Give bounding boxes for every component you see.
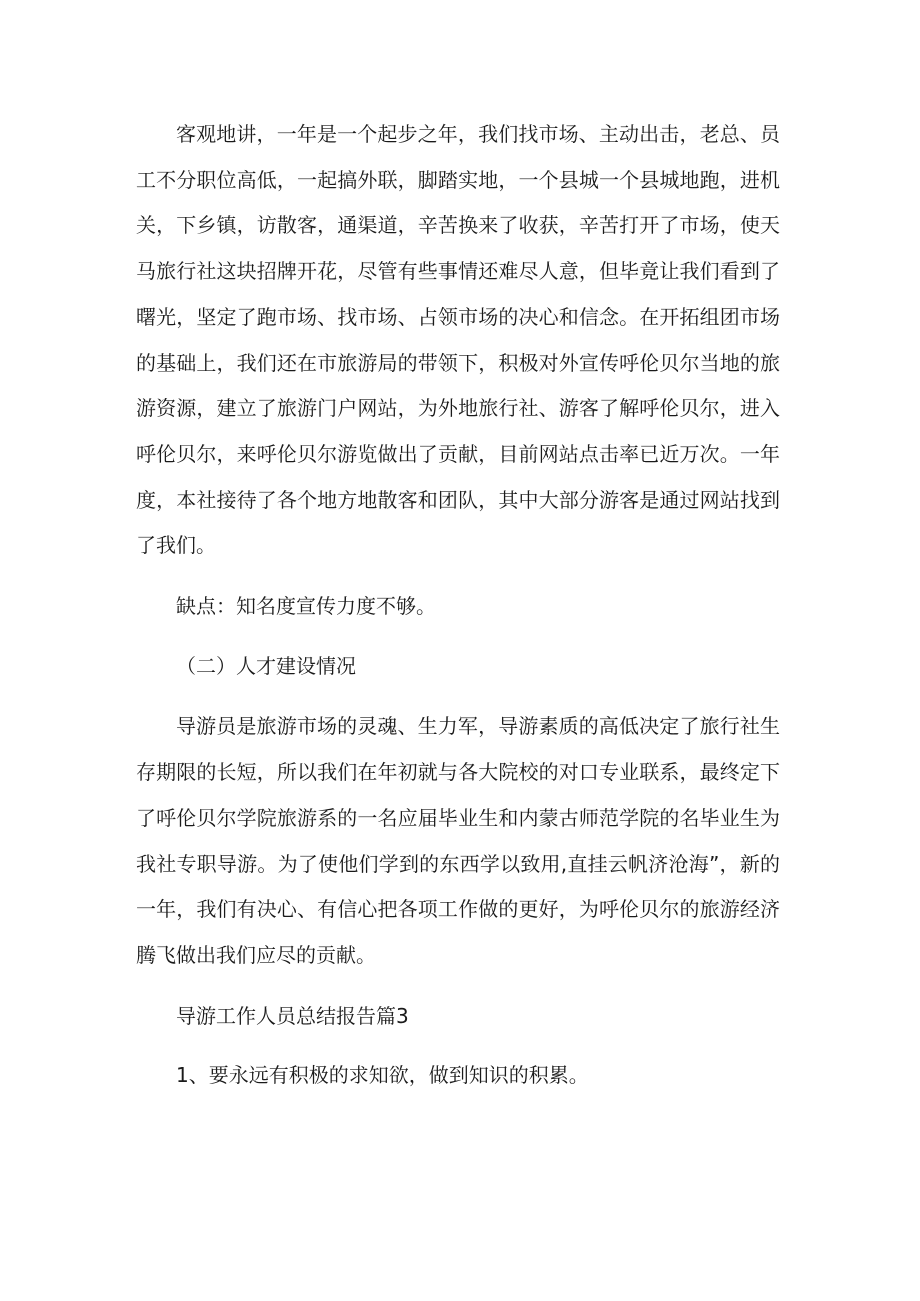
paragraph-talent-building: 导游员是旅游市场的灵魂、生力军，导游素质的高低决定了旅行社生存期限的长短，所以我们在年初就与各大院校的对口专业联系，最终定下了呼伦贝尔学院旅游系的一名应届毕业生和内蒙古师范学院的名毕业生为我社专职导游。为了使他们学到的东西学以致用,直挂云帆济沧海”，新的一年，我们有决心、有信心把各项工作做的更好，为呼伦贝尔的旅游经济腾飞做出我们应尽的贡献。 — [136, 714, 780, 967]
report-title-part3: 导游工作人员总结报告篇3 — [176, 1003, 409, 1028]
paragraph-market-development: 客观地讲，一年是一个起步之年，我们找市场、主动出击，老总、员工不分职位高低，一起搞外联，脚踏实地，一个县城一个县城地跑，进机关，下乡镇，访散客，通渠道，辛苦换来了收获，辛苦打开了市场，使天马旅行社这块招牌开花，尽管有些事情还难尽人意，但毕竟让我们看到了曙光，坚定了跑市场、找市场、占领市场的决心和信念。在开拓组团市场的基础上，我们还在市旅游局的带领下，积极对外宣传呼伦贝尔当地的旅游资源，建立了旅游门户网站，为外地旅行社、游客了解呼伦贝尔，进入呼伦贝尔，来呼伦贝尔游览做出了贡献，目前网站点击率已近万次。一年度，本社接待了各个地方地散客和团队，其中大部分游客是通过网站找到了我们。 — [136, 122, 780, 558]
list-item-1: 1、要永远有积极的求知欲，做到知识的积累。 — [176, 1063, 589, 1088]
paragraph-shortcoming: 缺点：知名度宣传力度不够。 — [176, 594, 436, 619]
section-heading-talent: （二）人才建设情况 — [176, 653, 356, 678]
document-page — [136, 112, 780, 1099]
